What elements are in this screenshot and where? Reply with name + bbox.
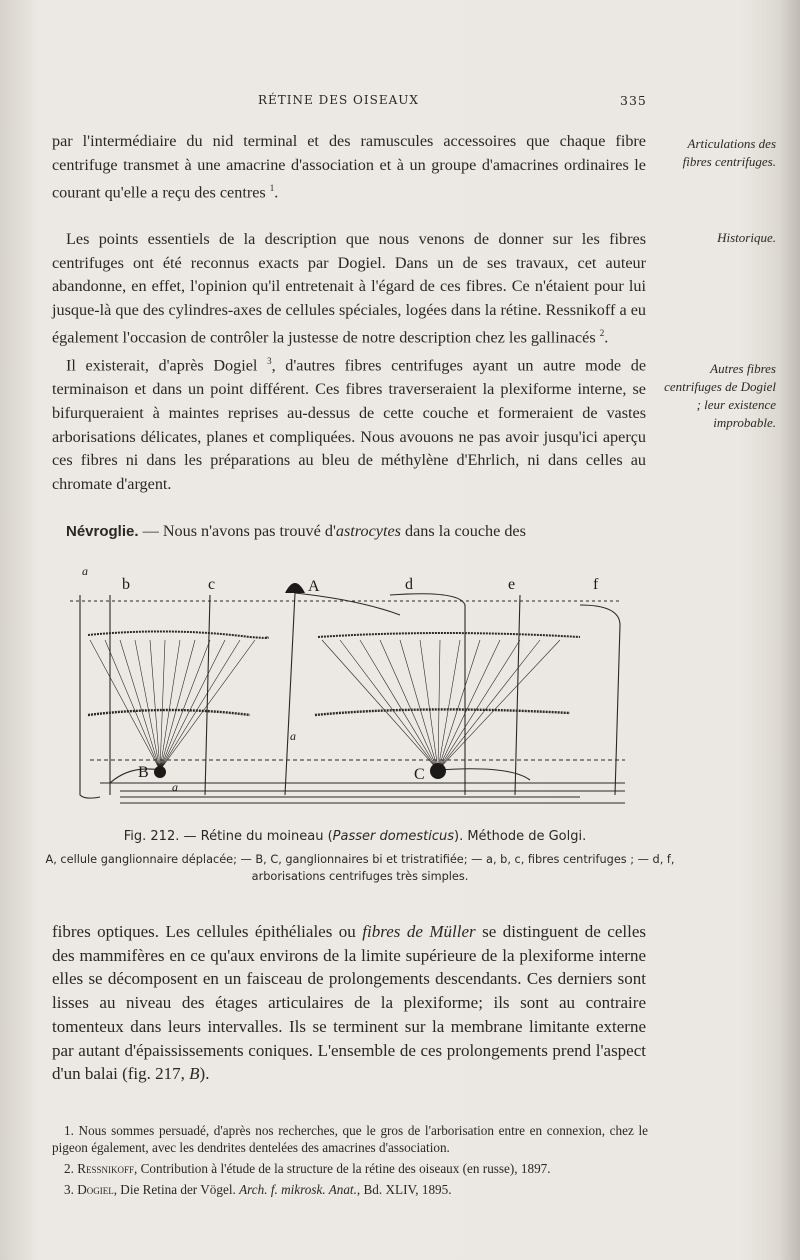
figure-label-e: e	[508, 576, 516, 593]
term-astrocytes: astrocytes	[335, 522, 401, 540]
footnote-3	[52, 1181, 648, 1198]
margin-note-articulations: Articulations des fibres centrifuges.	[682, 136, 776, 169]
paragraph-1-text: par l'intermédiaire du nid terminal et des ramuscules accessoires que chaque fibre centrifuge transmet à une amacrine d'association et à un groupe d'amacrines ordinaires le courant qu'elle a reçu des centres	[52, 132, 646, 202]
paragraph-4-a: fibres optiques. Les cellules épithéliales ou	[52, 922, 363, 941]
paragraph-2-end: .	[604, 328, 609, 347]
footnote-2	[52, 1160, 648, 1177]
footnote-3-author: 3. Dogiel,	[64, 1182, 117, 1197]
caption-main-b: ). Méthode de Golgi.	[454, 829, 587, 844]
paragraph-2b-start: Il existerait, d'après Dogiel	[66, 356, 258, 375]
figure-caption	[40, 828, 680, 885]
section-head-nevroglie: Névroglie.	[66, 523, 139, 540]
footnote-2-text: Contribution à l'étude de la structure de la rétine des oiseaux (en russe), 1897.	[137, 1161, 551, 1176]
figure-cell-bodies	[154, 583, 446, 779]
footnote-ref-2[interactable]: 2	[599, 328, 605, 339]
figure-caption-main	[30, 828, 680, 845]
figure-caption-legend: A, cellule ganglionnaire déplacée; — B, C, ganglionnaires bi et tristratifiée; — a, b, c, fibres centrifuges ; — d, f, arborisations centrifuges très simples.	[45, 853, 675, 883]
cell-body-B	[154, 766, 166, 778]
figure-ref-B[interactable]: B	[189, 1064, 200, 1084]
page-number: 335	[620, 93, 647, 108]
running-head-title: RÉTINE DES OISEAUX	[258, 93, 419, 107]
figure-label-B: B	[138, 764, 149, 781]
footnote-ref-3[interactable]: 3	[267, 356, 272, 367]
footnote-3-text: Die Retina der Vögel.	[117, 1182, 240, 1197]
figure-label-b: b	[122, 576, 130, 593]
paragraph-3-text-a: — Nous n'avons pas trouvé d'	[138, 522, 336, 540]
footnote-2-author: 2. Ressnikoff,	[64, 1161, 138, 1176]
footnote-ref-1[interactable]: 1	[269, 183, 275, 194]
paragraph-4	[52, 920, 646, 1086]
figure-lines	[70, 593, 625, 803]
paragraph-2b-rest: , d'autres fibres centrifuges ayant un autre mode de terminaison et dans un point différent. Ces fibres traverseraient la plexiforme interne, se bifurqueraient à maintes reprises au-dessus de cette couche et formeraient de vastes arborisations délicates, planes et compliquées. Nous avouons ne pas avoir jusqu'ici aperçu ces fibres ni dans les préparations au bleu de méthylène d'Ehrlich, ni dans celles au chromate d'argent.	[52, 356, 647, 493]
term-fibres-de-muller: fibres de Müller	[362, 922, 476, 941]
figure-label-A: A	[308, 578, 320, 595]
caption-species: Passer domesticus	[332, 829, 454, 844]
paragraph-3-text-b: dans la couche des	[400, 522, 526, 540]
margin-note-autres-fibres: Autres fibres centrifuges de Dogiel ; leur existence improbable.	[664, 361, 776, 430]
cell-body-A	[285, 583, 305, 593]
footnotes	[52, 1122, 648, 1202]
footnote-1: 1. Nous sommes persuadé, d'après nos recherches, que le gros de l'arborisation entre en connexion, chez le pigeon également, avec les dendrites dentelées des amacrines d'association.	[52, 1123, 648, 1155]
figure-label-d: d	[405, 576, 413, 593]
figure-212-retina-drawing	[60, 565, 640, 815]
figure-label-a-top: a	[82, 565, 88, 578]
paragraph-4-b: se distinguent de celles des mammifères en ce qu'aux environs de la limite supérieure de la plexiforme interne elles se décomposent en un faisceau de prolongements descendants. Ces derniers sont lisses au niveau des étages articulaires de la plexiforme; ils sont au contraire tomenteux dans leurs intervalles. Ils se terminent sur la membrane limitante externe par autant d'épaississements coniques. L'ensemble de ces prolongements prend l'aspect d'un balai (fig. 217,	[52, 922, 646, 1084]
paragraph-4-c: ).	[199, 1064, 210, 1084]
cell-body-C	[430, 763, 446, 779]
footnote-3-journal: Arch. f. mikrosk. Anat.	[239, 1182, 357, 1197]
footnote-3-end: , Bd. XLIV, 1895.	[356, 1182, 452, 1197]
figure-label-a-bottom: a	[172, 780, 178, 794]
figure-label-c: c	[208, 576, 216, 593]
figure-label-C: C	[414, 766, 425, 783]
figure-label-a-middle: a	[290, 729, 296, 743]
margin-note-historique: Historique.	[717, 230, 776, 245]
caption-main-a: Fig. 212. — Rétine du moineau (	[123, 829, 333, 844]
paragraph-2	[52, 228, 646, 496]
figure-label-f: f	[593, 576, 599, 593]
paragraph-3	[52, 520, 646, 544]
paragraph-2-text: Les points essentiels de la description que nous venons de donner sur les fibres centrifuges ont été reconnus exacts par Dogiel. Dans un de ses travaux, cet auteur abandonne, en effet, l'opinion qu'il entretenait à l'égard de ces fibres. Ce n'étaient pour lui jusque-là que des cylindres-axes de cellules spéciales, logées dans la rétine. Ressnikoff a eu également l'occasion de contrôler la justesse de notre description chez les gallinacés	[52, 230, 646, 347]
paragraph-1	[52, 130, 646, 205]
paragraph-1-end: .	[274, 183, 279, 202]
